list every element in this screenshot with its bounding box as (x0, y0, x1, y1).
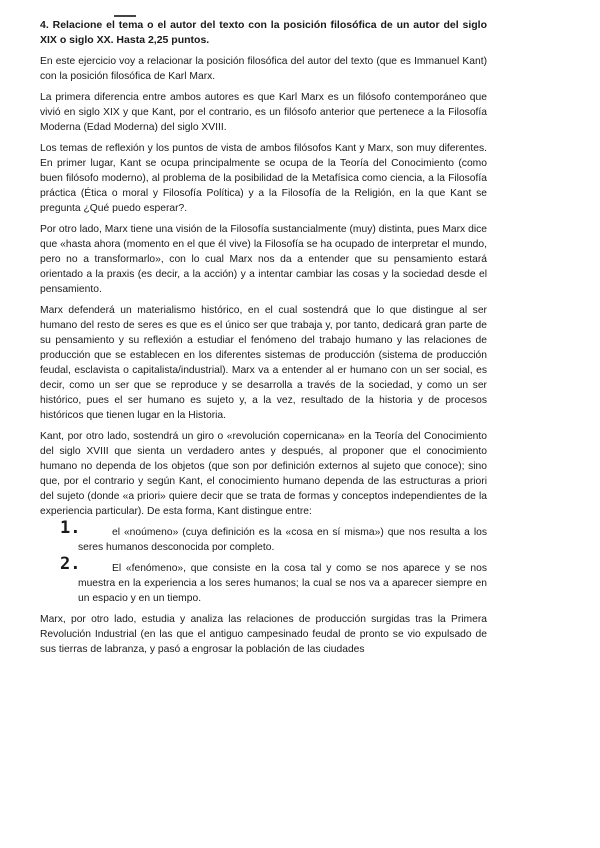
paragraph-intro: En este ejercicio voy a relacionar la posición filosófica del autor del texto (que es Immanuel Kant) con la posición filosófica de Karl Marx. (40, 56, 487, 82)
paragraph-final: Marx, por otro lado, estudia y analiza las relaciones de producción surgidas tras la Primera Revolución Industrial (en las que el antiguo campesinado feudal de pronto se vio expulsado de sus tierras de labranza, y pasó a engrosar la población de las ciudades (40, 614, 487, 655)
paragraph-difference: La primera diferencia entre ambos autores es que Karl Marx es un filósofo contemporáneo que vivió en siglo XIX y que Kant, por el contrario, es un filósofo anterior que pertenece a la Filosofía Moderna (Edad Moderna) del siglo XVIII. (40, 92, 487, 133)
list-text: El «fenómeno», que consiste en la cosa tal y como se nos aparece y se nos muestra en la experiencia a los seres humanos; la cual se nos va a aparecer siempre en un espacio y en un tiempo. (78, 563, 487, 604)
paragraph-marx-vision: Por otro lado, Marx tiene una visión de la Filosofía sustancialmente (muy) distinta, pues Marx dice que «hasta ahora (momento en el que él vive) la Filosofía se ha ocupado de interpretar el mundo, pero no a transformarlo», con lo cual Marx nos da a entender que su pensamiento estará orientado a la praxis (es decir, a la acción) y a intentar cambiar las cosas y la sociedad desde el pensamiento. (40, 224, 487, 295)
list-number: 2. (60, 554, 81, 574)
list-number: 1. (60, 518, 81, 538)
list-text: el «noúmeno» (cuya definición es la «cosa en sí misma») que nos resulta a los seres humanos desconocida por completo. (78, 527, 487, 553)
paragraph-kant-revolution: Kant, por otro lado, sostendrá un giro o «revolución copernicana» en la Teoría del Conocimiento del siglo XVIII que sienta un verdadero antes y después, al proponer que el conocimiento humano no dependa de los objetos (que son por definición externos al sujeto que conoce); sino que, por el contrario y según Kant, el conocimiento humano dependa de las estructuras a priori del sujeto (donde «a priori» quiere decir que se trata de formas y conceptos independientes de la experiencia particular). De esta forma, Kant distingue entre: (40, 431, 487, 517)
question-heading: 4. Relacione el tema o el autor del texto con la posición filosófica de un autor del siglo XIX o siglo XX. Hasta 2,25 puntos. (40, 19, 487, 46)
list-item (40, 554, 487, 606)
list-item (40, 518, 487, 555)
top-rule (114, 15, 136, 17)
paragraph-materialism: Marx defenderá un materialismo histórico, en el cual sostendrá que lo que distingue al ser humano del resto de seres es que es el único ser que trabaja y, por tanto, dedicará gran parte de su pensamiento y su reflexión a estudiar el fenómeno del trabajo humano y las relaciones de producción que se establecen en los diferentes sistemas de producción (sistema de producción feudal, esclavista o capitalista/industrial). Marx va a entender al er humano con un ser social, es decir, como un ser que se reproduce y se desarrolla a través de la sociedad, y como un ser histórico, pues el ser humano es sujeto y, a la vez, resultado de la historia y de procesos históricos que tienen lugar en la Historia. (40, 305, 487, 421)
document-body (40, 18, 487, 663)
paragraph-themes: Los temas de reflexión y los puntos de vista de ambos filósofos Kant y Marx, son muy diferentes. En primer lugar, Kant se ocupa principalmente se ocupa de la Teoría del Conocimiento (como buen filósofo moderno), al problema de la posibilidad de la Metafísica como ciencia, a la Filosofía práctica (Ética o moral y Filosofía Política) y a la Filosofía de la Religión, en la que Kant se pregunta ¿Qué puedo esperar?. (40, 143, 487, 214)
